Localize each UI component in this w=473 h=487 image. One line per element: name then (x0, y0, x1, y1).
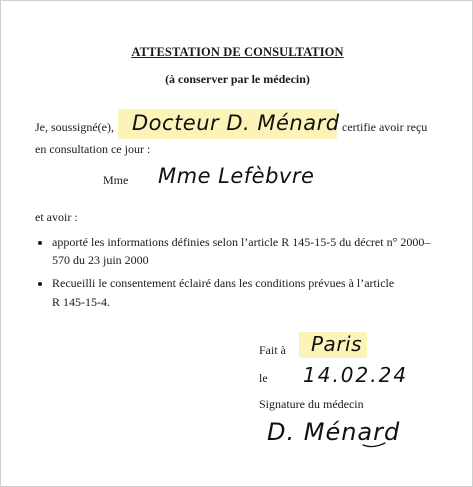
date-handwritten: 14.02.24 (303, 363, 409, 387)
doctor-name-handwritten: Docteur D. Ménard (132, 111, 340, 135)
patient-name-handwritten: Mme Lefèbvre (158, 164, 315, 188)
document-title: ATTESTATION DE CONSULTATION (131, 45, 344, 59)
bullet1-line1: apporté les informations définies selon l’article R 145-15-5 du décret n° 2000– (52, 235, 431, 249)
bullet-dot (38, 241, 42, 245)
bullet2-line2: R 145-15-4. (52, 295, 110, 309)
and-had-label: et avoir : (35, 210, 78, 224)
signature-flourish (263, 413, 393, 453)
certify-prefix: Je, soussigné(e), (35, 120, 114, 134)
doctor-signature: D. Ménard (267, 418, 401, 446)
bullet1-line2: 570 du 23 juin 2000 (52, 253, 149, 267)
date-label: le (259, 371, 268, 385)
signature-label: Signature du médecin (259, 397, 364, 411)
document-subtitle: (à conserver par le médecin) (165, 72, 310, 86)
civility-label: Mme (103, 173, 129, 187)
consultation-line: en consultation ce jour : (35, 142, 151, 156)
place-handwritten: Paris (311, 332, 363, 356)
bullet2-line1: Recueilli le consentement éclairé dans les conditions prévues à l’article (52, 276, 395, 290)
certify-suffix: certifie avoir reçu (342, 120, 428, 134)
done-at-label: Fait à (259, 343, 286, 357)
bullet-dot (38, 282, 42, 286)
